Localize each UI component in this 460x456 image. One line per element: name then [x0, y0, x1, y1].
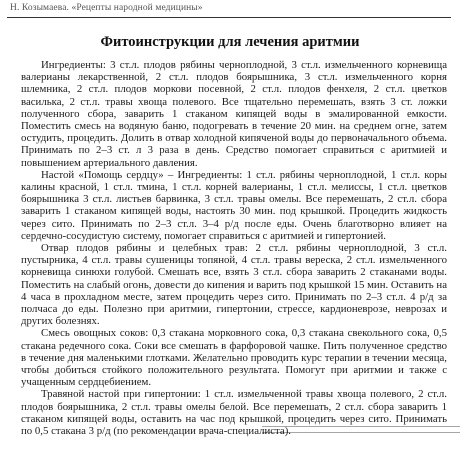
paragraph-recipe-4: Смесь овощных соков: 0,3 стакана морковного сока, 0,3 стакана свекольного сока, 0,5 стакана редечного сока. Соки все смешать в фарфоровой чашке. Пить полученное средство в течение дня маленькими глотками. Желательно проводить курс терапии в течении месяца, чтобы добиться стойкого положительного результата. Помогут при аритмии и также с учащенным сердцебиением.	[21, 327, 447, 389]
article-body	[21, 59, 447, 437]
paragraph-recipe-3: Отвар плодов рябины и целебных трав: 2 ст.л. рябины черноплодной, 3 ст.л. пустырника, 4 ст.л. травы сушеницы топяной, 4 ст.л. травы вереска, 2 ст.л. измельченного корневища синюхи голубой. Смешать все, взять 3 ст.л. сбора заварить 2 стаканами воды. Поместить на слабый огонь, довести до кипения и варить под крышкой 15 мин. Оставить на 4 часа в прохладном месте, затем процедить через сито. Принимать по 2–3 ст.л. 4 р/д за полчаса до еды. Полезно при аритмии, гипертонии, стрессе, кардионеврозе, неврозах и других болезнях.	[21, 242, 447, 328]
paragraph-recipe-5: Травяной настой при гипертонии: 1 ст.л. измельченной травы хвоща полевого, 2 ст.л. плодов боярышника, 2 ст.л. травы омелы белой. Все перемешать, 2 ст.л. сбора заварить 1 стаканом кипящей воды, оставить на час под крышкой, процедить через сито. Принимать по 0,5 стакана 3 р/д (по рекомендации врача-специалиста).	[21, 388, 447, 438]
running-head: Н. Козымаева. «Рецепты народной медицины»	[10, 3, 203, 13]
paragraph-recipe-1: Ингредиенты: 3 ст.л. плодов рябины черноплодной, 3 ст.л. измельченного корневища валерианы лекарственной, 2 ст.л. плодов боярышника, 3 ст.л. измельченного корня шлемника, 2 ст.л. плодов моркови посевной, 2 ст.л. плодов фенхеля, 2 ст.л. цветков василька, 2 ст.л. травы хвоща полевого. Все тщательно перемешать, взять 3 ст. ложки полученного сбора, заварить 1 стаканом кипящей воды в эмалированной емкости. Поместить смесь на водяную баню, подогревать в течение 20 мин. на среднем огне, затем остудить, процедить. Долить в отвар холодной кипяченой воды до первоначального объема. Принимать по 2–3 ст. л 3 раза в день. Средство помогает справиться с аритмией и повышением артериального давления.	[21, 59, 447, 169]
article-title: Фитоинструкции для лечения аритмии	[100, 34, 360, 50]
paragraph-recipe-2: Настой «Помощь сердцу» – Ингредиенты: 1 ст.л. рябины черноплодной, 1 ст.л. коры калины красной, 1 ст.л. тмина, 1 ст.л. корней валерианы, 1 ст.л. мелиссы, 1 ст.л. цветков боярышника 3 ст.л. листьев барвинка, 3 ст.л. травы омелы. Все перемешать, 2 ст.л. сбора заварить 1 стаканом кипящей воды, настоять 30 мин. под крышкой. Процедить жидкость через сито. Принимать по 2–3 ст.л. 3–4 р/д после еды. Очень благотворно влияет на сердечно-сосудистую систему, помогает справиться с аритмией и гипертонией.	[21, 168, 447, 242]
header-rule	[7, 17, 451, 18]
